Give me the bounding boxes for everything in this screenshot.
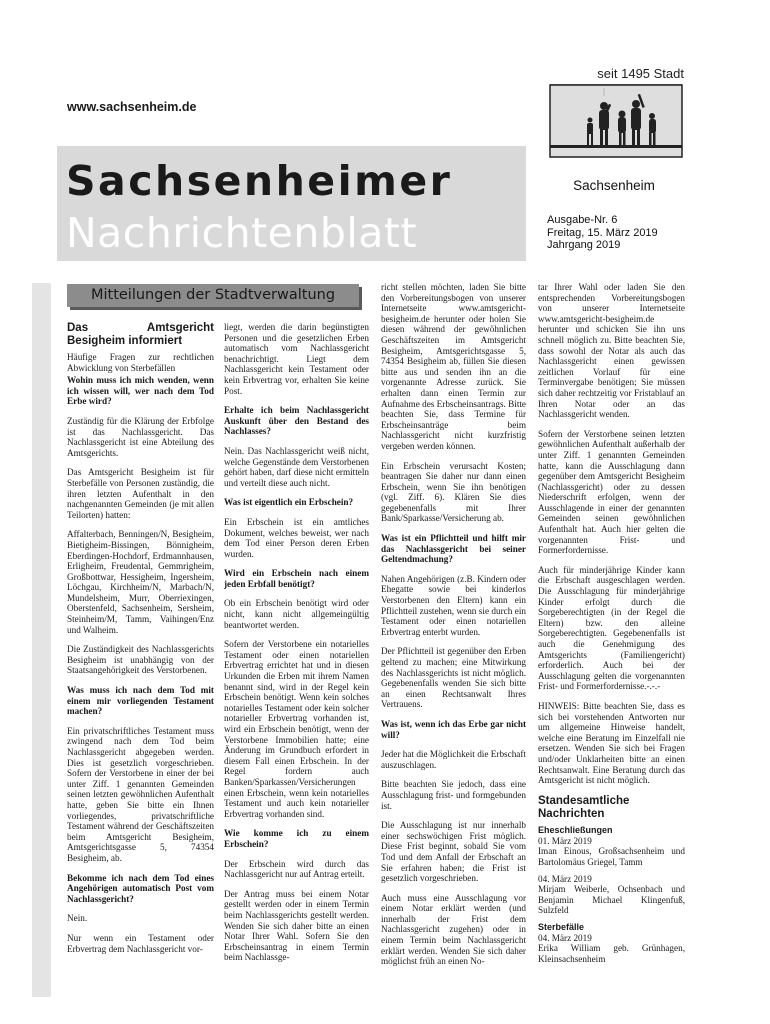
issue-info [547, 214, 658, 252]
entry-names: Mirjam Weiberle, Ochsenbach und Benjamin Michael Klingenfuß, Sulzfeld [538, 884, 685, 916]
paragraph: Nein. [67, 913, 88, 924]
question-heading: Was muss ich nach dem Tod mit einem mir vorliegenden Testament machen? [67, 685, 214, 717]
question-heading: Was ist ein Pflichtteil und hilft mir das Nachlassgericht bei seiner Geltendmachung? [381, 533, 526, 565]
marriages-list [538, 836, 685, 916]
column-body [67, 375, 214, 954]
logo-since-text: seit 1495 Stadt [597, 66, 684, 81]
paragraph: richt stellen möchten, laden Sie bitte den Vorbereitungsbogen von unserer Internetseite www.amtsgericht-besigheim.de herunter oder holen Sie diesen während der gewöhnlichen Geschäftszeiten im Amtsgericht Besigheim, Amtsgerichtsgasse 5, 74354 Besigheim ab, füllen Sie diesen bitte aus und senden ihn an die vorgenannte Adresse zurück. Sie erhalten dann einen Termin zur Aufnahme des Erbscheinsantrags. Bitte beachten Sie, dass Termine für Erbscheinsanträge beim Nachlassgericht nicht kurzfristig vergeben werden können. [381, 282, 526, 451]
paragraph: Der Pflichtteil ist gegenüber den Erben geltend zu machen; eine Mitwirkung des Nachlassgerichts ist nicht möglich. Gegebenenfalls wenden Sie sich bitte an einen Rechtsanwalt Ihres Vertrauens. [381, 646, 526, 710]
paragraph: Zuständig für die Klärung der Erbfolge ist das Nachlassgericht. Das Nachlassgericht ist eine Abteilung des Amtsgerichts. [67, 415, 214, 458]
paragraph: Nahen Angehörigen (z.B. Kindern oder Ehegatte sowie bei kinderlos Verstorbenen den Eltern) kann ein Pflichtteil zustehen, wenn sie durch ein Testament oder einen notariellen Erbvertrag enterbt wurden. [381, 573, 526, 637]
column-body [224, 322, 369, 963]
paragraph: Die Ausschlagung ist nur innerhalb einer sechswöchigen Frist möglich. Diese Frist beginnt, sobald Sie vom Tod und dem Anfall der Erbschaft an Sie erfahren haben; die Frist ist gesetzlich vorgeschrieben. [381, 820, 526, 884]
paragraph: tar Ihrer Wahl oder laden Sie den entsprechenden Vorbereitungsbogen von unserer Internetseite www.amtsgericht-besigheim.de herunter und schicken Sie ihn uns schnell möglich zu. Bitte beachten Sie, dass sowohl der Notar als auch das Nachlassgericht einen gewissen zeitlichen Vorlauf für eine Terminvergabe benötigen; Sie müssen sich daher rechtzeitig vor Fristablauf an Ihren Notar oder an das Nachlassgericht wenden. [538, 282, 685, 420]
issue-number: Ausgabe-Nr. 6 [547, 214, 618, 226]
paragraph: Ein Erbschein ist ein amtliches Dokument, welches beweist, wer nach dem Tod einer Person deren Erben wurden. [224, 516, 369, 559]
deaths-list [538, 933, 685, 965]
paragraph: liegt, werden die darin begünstigten Personen und die gesetzlichen Erben automatisch vom Nachlassgericht benachrichtigt. Liegt dem Nachlassgericht kein Testament oder kein Erbvertrag vor, erhalten Sie keine Post. [224, 322, 369, 396]
paragraph: HINWEIS: Bitte beachten Sie, dass es sich bei vorstehenden Antworten nur um allgemeine Hinweise handelt, welche eine Beratung im Einzelfall nie ersetzen. Wenden Sie sich bei Fragen und/oder Unklarheiten bitte an einen Rechtsanwalt. Eine Beratung durch das Amtsgericht ist nicht möglich. [538, 700, 685, 786]
standesamt-title: Standesamtliche Nachrichten [538, 794, 630, 820]
question-heading: Bekomme ich nach dem Tod eines Angehörigen automatisch Post vom Nachlassgericht? [67, 872, 214, 904]
entry-date: 04. März 2019 [538, 932, 592, 943]
paragraph: Ein privatschriftliches Testament muss zwingend nach dem Tod beim Nachlassgericht abgegeben werden. Dies ist gesetzlich vorgeschrieben. Sofern der Verstorbene in einer der bei unter Ziff. 1 genannten Gemeinden seinen letzten gewöhnlichen Aufenthalt hatte, geben Sie bitte ein Ihnen vorliegendes, privatschriftliche Testament während der Geschäftszeiten beim Amtsgericht Besigheim, Amtsgerichtsgasse 5, 74354 Besigheim, ab. [67, 725, 214, 863]
paragraph: Sofern der Verstorbene seinen letzten gewöhnlichen Aufenthalt außerhalb der unter Ziff. 1 genannten Gemeinden hatte, kann die Ausschlagung dann gegenüber dem Amtsgericht Besigheim (Nachlassgericht) oder zu dessen Niederschrift erfolgen, wenn der Ausschlagende in einer der genannten Gemeinden seinen gewöhnlichen Aufenthalt hat. Auch hier gelten die vorgenannten Frist- und Formerfordernisse. [538, 428, 685, 556]
paragraph: Der Antrag muss bei einem Notar gestellt werden oder in einem Termin beim Nachlassgerichts gestellt werden. Wenden Sie sich daher bitte an einen Notar Ihrer Wahl. Sofern Sie den Erbscheinsantrag in einem Termin beim Nachlassge- [224, 888, 369, 963]
article-title: Das Amtsgericht Besigheim informiert [67, 322, 214, 347]
article-column-4 [538, 282, 685, 971]
question-heading: Erhalte ich beim Nachlassgericht Auskunft über den Bestand des Nachlasses? [224, 405, 369, 437]
paragraph: Affalterbach, Benningen/N, Besigheim, Bietigheim-Bissingen, Bönnigheim, Eberdingen-Hochdorf, Erdmannhausen, Erligheim, Freudental, Gemmrigheim, Großbottwar, Hessigheim, Ingersheim, Löchgau, Kirchheim/N, Marbach/N, Mundelsheim, Murr, Oberriexingen, Oberstenfeld, Sachsenheim, Sersheim, Steinheim/M, Tamm, Vaihingen/Enz und Walheim. [67, 529, 214, 635]
section-banner-title: Mitteilungen der Stadtverwaltung [90, 287, 336, 303]
paragraph: Auch für minderjährige Kinder kann die Erbschaft ausgeschlagen werden. Die Ausschlagung für minderjährige Kinder erfolgt durch die Sorgeberechtigten (in der Regel die Eltern) bzw. den alleine Sorgeberechtigten. Gegebenenfalls ist auch die Genehmigung des Amtsgerichts (Familiengericht) erforderlich. Auch bei der Ausschlagung gelten die vorgenannten Frist- und Formerfordernisse.-.-.- [538, 564, 685, 692]
paragraph: Nein. Das Nachlassgericht weiß nicht, welche Gegenstände dem Verstorbenen gehört haben, darf diese nicht ermitteln und verteilt diese auch nicht. [224, 445, 369, 488]
question-heading: Was ist eigentlich ein Erbschein? [224, 497, 354, 508]
article-column-2 [224, 322, 369, 972]
deaths-heading: Sterbefälle [538, 921, 585, 932]
masthead-title: Sachsenheimer [66, 157, 453, 205]
paragraph: Das Amtsgericht Besigheim ist für Sterbefälle von Personen zuständig, die ihren letzten Aufenthalt in den nachgenannten Gemeinden (je mit allen Teilorten) hatten: [67, 467, 214, 520]
logo-name: Sachsenheim [573, 178, 655, 193]
question-heading: Wird ein Erbschein nach einem jeden Erbfall benötigt? [224, 568, 369, 589]
paragraph: Ein Erbschein verursacht Kosten; beantragen Sie daher nur dann einen Erbschein, wenn Sie ihn benötigen (vgl. Ziff. 6). Klären Sie dies gegebenenfalls mit Ihrer Bank/Sparkasse/Versicherung ab. [381, 460, 526, 524]
question-heading: Wohin muss ich mich wenden, wenn ich wissen will, wer nach dem Tod Erbe wird? [67, 375, 214, 407]
article-column-3 [381, 282, 526, 976]
question-heading: Was ist, wenn ich das Erbe gar nicht will? [381, 718, 526, 740]
paragraph: Auch muss eine Ausschlagung vor einem Notar erklärt werden (und innerhalb der Frist dem Nachlassgericht zugehen) oder in einem Termin beim Nachlassgericht erklärt werden. Wenden Sie sich daher möglichst früh an einen No- [381, 892, 526, 967]
issue-date: Freitag, 15. März 2019 [547, 226, 658, 239]
entry-date: 01. März 2019 [538, 835, 592, 846]
left-margin-bar [32, 283, 51, 997]
article-column-1 [67, 322, 214, 963]
column-body [538, 282, 685, 786]
paragraph: Nur wenn ein Testament oder Erbvertrag dem Nachlassgericht vor- [67, 932, 214, 954]
entry-date: 04. März 2019 [538, 873, 592, 884]
paragraph: Sofern der Verstorbene ein notarielles Testament oder einen notariellen Erbvertrag errichtet hat und in diesen Urkunden die Erben mit ihrem Namen benannt sind, wird in der Regel kein Erbschein benötigt. Wenn kein solches notarielles Testament oder kein solcher notarieller Erbvertrag vorhanden ist, wird ein Erbschein benötigt, wenn der Verstorbene Immobilien hatte; eine Änderung im Grundbuch erfordert in diesem Fall einen Erbschein. In der Regel fordern auch Banken/Sparkassen/Versicherungen einen Erbschein, wenn kein notarielles Testament und auch kein notarieller Erbvertrag vorhanden sind. [224, 639, 369, 819]
paragraph: Ob ein Erbschein benötigt wird oder nicht, kann nicht allgemeingültig beantwortet werden. [224, 598, 369, 630]
entry-names: Erika William geb. Grünhagen, Kleinsachsenheim [538, 943, 685, 965]
masthead-subtitle: Nachrichtenblatt [66, 209, 418, 257]
article-lead: Häufige Fragen zur rechtlichen Abwicklung von Sterbefällen [67, 352, 214, 373]
paragraph: Der Erbschein wird durch das Nachlassgericht nur auf Antrag erteilt. [224, 858, 369, 880]
issue-year: Jahrgang 2019 [547, 239, 621, 251]
city-logo-icon [544, 66, 684, 196]
paragraph: Bitte beachten Sie jedoch, dass eine Ausschlagung frist- und formgebunden ist. [381, 779, 526, 811]
marriages-heading: Eheschließungen [538, 824, 613, 835]
column-body [381, 282, 526, 967]
paragraph: Jeder hat die Möglichkeit die Erbschaft auszuschlagen. [381, 749, 526, 770]
entry-names: Iman Einous, Großsachsenheim und Bartolomäus Griegel, Tamm [538, 846, 685, 867]
paragraph: Die Zuständigkeit des Nachlassgerichts Besigheim ist unabhängig von der Staatsangehörigkeit des Verstorbenen. [67, 644, 214, 676]
question-heading: Wie komme ich zu einem Erbschein? [224, 828, 369, 849]
website-url[interactable]: www.sachsenheim.de [67, 100, 197, 114]
